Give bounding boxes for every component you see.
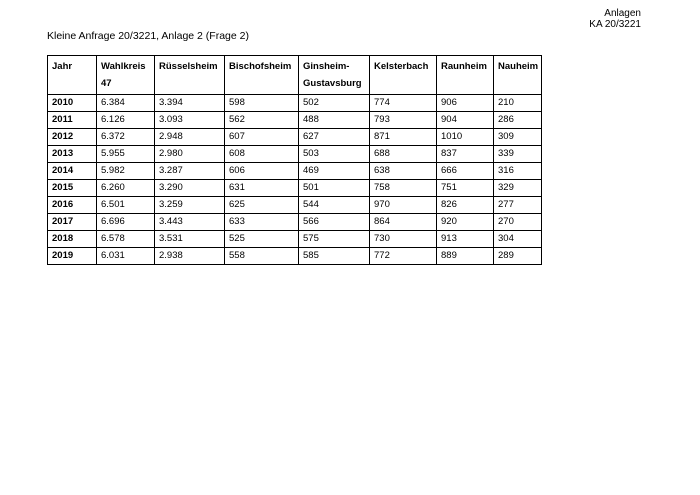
value-cell: 2.980 xyxy=(155,146,225,163)
value-cell: 774 xyxy=(370,95,437,112)
value-cell: 607 xyxy=(225,129,299,146)
header-cell: Bischofsheim xyxy=(225,56,299,95)
value-cell: 904 xyxy=(437,112,494,129)
table-row xyxy=(48,248,542,265)
year-cell: 2011 xyxy=(48,112,97,129)
header-cell: Raunheim xyxy=(437,56,494,95)
header-cell: Rüsselsheim xyxy=(155,56,225,95)
value-cell: 270 xyxy=(494,214,542,231)
year-cell: 2016 xyxy=(48,197,97,214)
value-cell: 606 xyxy=(225,163,299,180)
value-cell: 3.259 xyxy=(155,197,225,214)
value-cell: 2.948 xyxy=(155,129,225,146)
value-cell: 864 xyxy=(370,214,437,231)
data-table xyxy=(47,55,542,265)
table-row xyxy=(48,214,542,231)
value-cell: 6.260 xyxy=(97,180,155,197)
inquiry-number: KA 20/3221 xyxy=(589,19,641,30)
table-row xyxy=(48,163,542,180)
value-cell: 772 xyxy=(370,248,437,265)
header-cell: Ginsheim- Gustavsburg xyxy=(299,56,370,95)
value-cell: 5.955 xyxy=(97,146,155,163)
table-row xyxy=(48,95,542,112)
value-cell: 631 xyxy=(225,180,299,197)
year-cell: 2019 xyxy=(48,248,97,265)
value-cell: 3.443 xyxy=(155,214,225,231)
document-title: Kleine Anfrage 20/3221, Anlage 2 (Frage 2) xyxy=(47,30,249,42)
table-body xyxy=(48,95,542,265)
value-cell: 688 xyxy=(370,146,437,163)
value-cell: 793 xyxy=(370,112,437,129)
value-cell: 625 xyxy=(225,197,299,214)
header-cell: Kelsterbach xyxy=(370,56,437,95)
value-cell: 871 xyxy=(370,129,437,146)
value-cell: 585 xyxy=(299,248,370,265)
value-cell: 289 xyxy=(494,248,542,265)
table-header-row xyxy=(48,56,542,95)
year-cell: 2014 xyxy=(48,163,97,180)
value-cell: 730 xyxy=(370,231,437,248)
value-cell: 309 xyxy=(494,129,542,146)
year-cell: 2010 xyxy=(48,95,97,112)
table-row xyxy=(48,112,542,129)
value-cell: 339 xyxy=(494,146,542,163)
value-cell: 286 xyxy=(494,112,542,129)
value-cell: 758 xyxy=(370,180,437,197)
value-cell: 6.501 xyxy=(97,197,155,214)
value-cell: 627 xyxy=(299,129,370,146)
value-cell: 6.696 xyxy=(97,214,155,231)
value-cell: 558 xyxy=(225,248,299,265)
value-cell: 913 xyxy=(437,231,494,248)
value-cell: 837 xyxy=(437,146,494,163)
value-cell: 6.031 xyxy=(97,248,155,265)
table-row xyxy=(48,180,542,197)
value-cell: 469 xyxy=(299,163,370,180)
value-cell: 2.938 xyxy=(155,248,225,265)
value-cell: 638 xyxy=(370,163,437,180)
value-cell: 488 xyxy=(299,112,370,129)
document-reference xyxy=(589,8,641,30)
value-cell: 666 xyxy=(437,163,494,180)
value-cell: 1010 xyxy=(437,129,494,146)
value-cell: 503 xyxy=(299,146,370,163)
value-cell: 304 xyxy=(494,231,542,248)
value-cell: 633 xyxy=(225,214,299,231)
value-cell: 608 xyxy=(225,146,299,163)
value-cell: 501 xyxy=(299,180,370,197)
value-cell: 562 xyxy=(225,112,299,129)
value-cell: 920 xyxy=(437,214,494,231)
value-cell: 544 xyxy=(299,197,370,214)
year-cell: 2013 xyxy=(48,146,97,163)
year-cell: 2012 xyxy=(48,129,97,146)
value-cell: 826 xyxy=(437,197,494,214)
value-cell: 329 xyxy=(494,180,542,197)
value-cell: 6.126 xyxy=(97,112,155,129)
value-cell: 3.290 xyxy=(155,180,225,197)
value-cell: 575 xyxy=(299,231,370,248)
value-cell: 751 xyxy=(437,180,494,197)
value-cell: 502 xyxy=(299,95,370,112)
table-row xyxy=(48,231,542,248)
header-cell: Wahlkreis 47 xyxy=(97,56,155,95)
value-cell: 3.093 xyxy=(155,112,225,129)
header-cell: Jahr xyxy=(48,56,97,95)
value-cell: 889 xyxy=(437,248,494,265)
year-cell: 2018 xyxy=(48,231,97,248)
value-cell: 3.394 xyxy=(155,95,225,112)
value-cell: 6.372 xyxy=(97,129,155,146)
value-cell: 566 xyxy=(299,214,370,231)
attachments-label: Anlagen xyxy=(604,8,641,19)
header-cell: Nauheim xyxy=(494,56,542,95)
year-cell: 2015 xyxy=(48,180,97,197)
value-cell: 970 xyxy=(370,197,437,214)
value-cell: 3.287 xyxy=(155,163,225,180)
table-row xyxy=(48,129,542,146)
value-cell: 277 xyxy=(494,197,542,214)
value-cell: 5.982 xyxy=(97,163,155,180)
value-cell: 316 xyxy=(494,163,542,180)
year-cell: 2017 xyxy=(48,214,97,231)
value-cell: 598 xyxy=(225,95,299,112)
table-row xyxy=(48,146,542,163)
value-cell: 210 xyxy=(494,95,542,112)
table-row xyxy=(48,197,542,214)
value-cell: 525 xyxy=(225,231,299,248)
value-cell: 6.578 xyxy=(97,231,155,248)
value-cell: 6.384 xyxy=(97,95,155,112)
value-cell: 3.531 xyxy=(155,231,225,248)
value-cell: 906 xyxy=(437,95,494,112)
